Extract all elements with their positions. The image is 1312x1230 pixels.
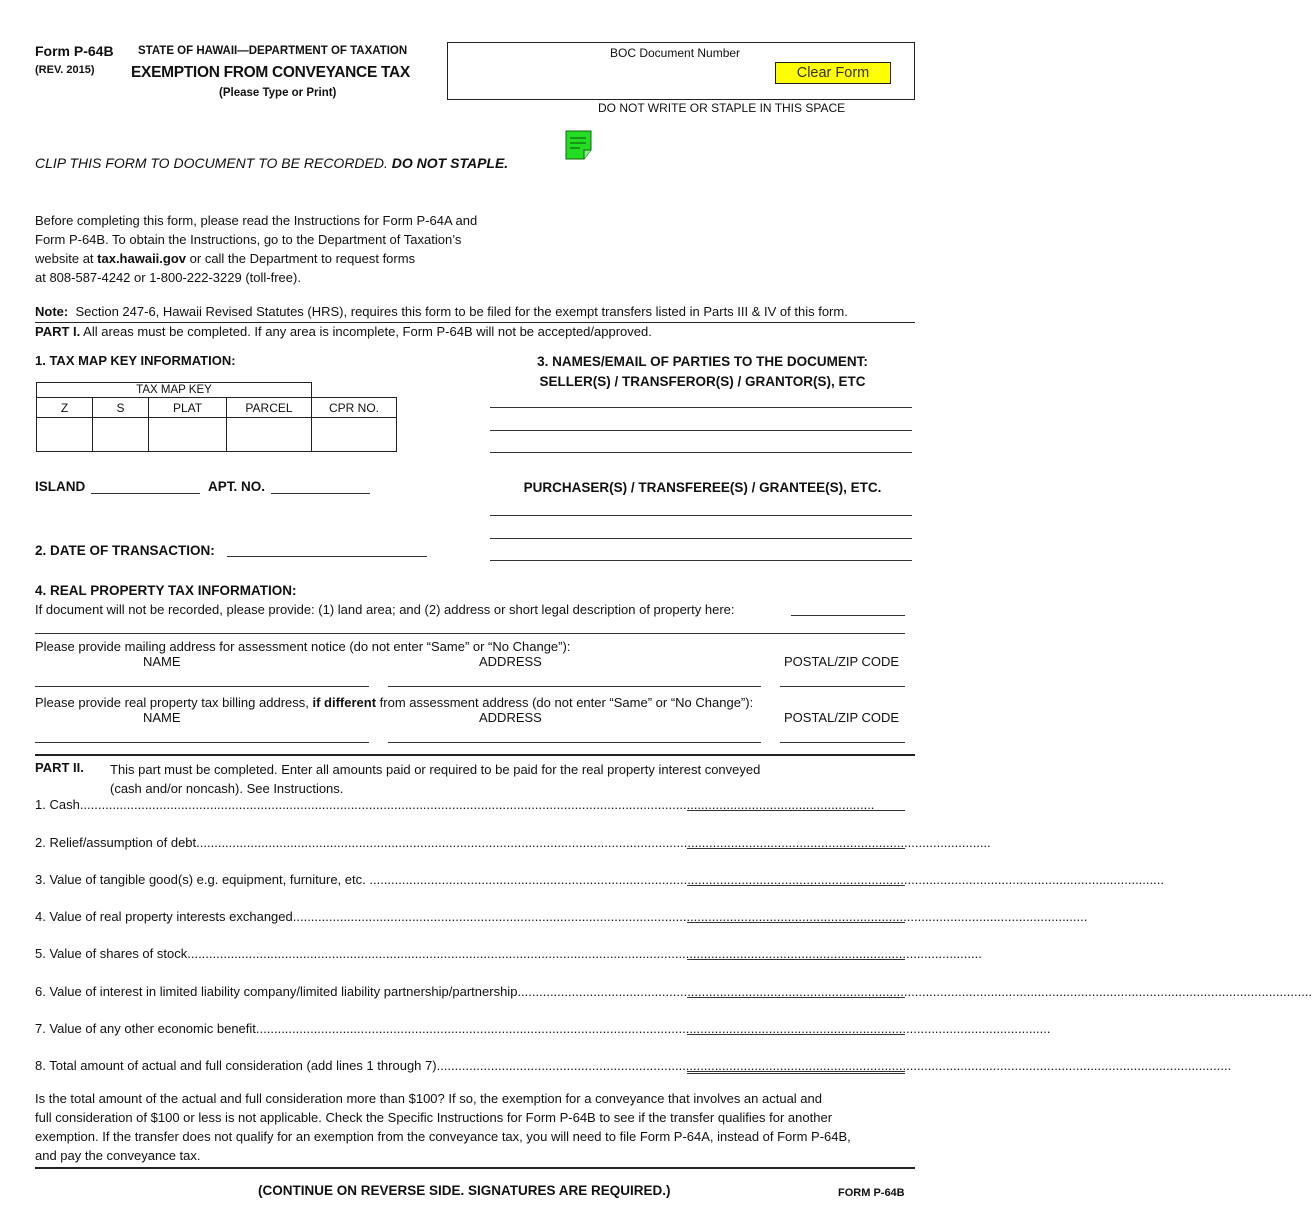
- mailing-zip-header: POSTAL/ZIP CODE: [784, 654, 900, 669]
- tmk-s-input[interactable]: [93, 418, 149, 452]
- part2-text-1: This part must be completed. Enter all amounts paid or required to be paid for the real property interest conveyed: [110, 762, 761, 777]
- note-icon[interactable]: [565, 130, 593, 160]
- clip-notice-bold: DO NOT STAPLE.: [391, 155, 509, 171]
- mailing-address-header: ADDRESS: [479, 654, 542, 669]
- mailing-name-input[interactable]: [35, 686, 369, 687]
- intro-line-4: at 808-587-4242 or 1-800-222-3229 (toll-free).: [35, 270, 301, 285]
- intro-line-3: [35, 249, 477, 268]
- billing-name-header: NAME: [143, 710, 181, 725]
- form-subtitle: (Please Type or Print): [219, 87, 337, 99]
- tmk-col-s: S: [93, 398, 149, 418]
- consideration-amount-input-1[interactable]: [687, 810, 905, 811]
- intro-line-2: Form P-64B. To obtain the Instructions, go to the Department of Taxation’s: [35, 232, 462, 247]
- leader-dots: ............................................................................................................................................................................................................................: [255, 1021, 1051, 1036]
- consideration-label: 1. Cash: [35, 797, 80, 812]
- island-input[interactable]: [91, 493, 200, 494]
- part1-label: PART I.: [35, 324, 81, 339]
- parties-heading-2: SELLER(S) / TRANSFEROR(S) / GRANTOR(S), ETC: [539, 374, 866, 389]
- consideration-amount-input-4[interactable]: [687, 922, 905, 923]
- boc-box: [447, 42, 915, 100]
- footer-form-id: FORM P-64B: [838, 1187, 905, 1199]
- mailing-instruction: Please provide mailing address for assessment notice (do not enter “Same” or “No Change”):: [35, 639, 571, 654]
- form-id: Form P-64B: [35, 43, 114, 59]
- tmk-z-input[interactable]: [37, 418, 93, 452]
- purchaser-line-2[interactable]: [490, 538, 912, 539]
- consideration-label: 4. Value of real property interests exchanged: [35, 909, 293, 924]
- rpt-heading: 4. REAL PROPERTY TAX INFORMATION:: [35, 583, 297, 598]
- consideration-label: 3. Value of tangible good(s) e.g. equipment, furniture, etc.: [35, 872, 370, 887]
- clip-notice-text: CLIP THIS FORM TO DOCUMENT TO BE RECORDED.: [35, 155, 392, 171]
- tmk-heading: 1. TAX MAP KEY INFORMATION:: [35, 353, 236, 368]
- consideration-amount-input-3[interactable]: [687, 885, 905, 886]
- consideration-label: 2. Relief/assumption of debt: [35, 835, 197, 850]
- tmk-col-z: Z: [37, 398, 93, 418]
- tmk-parcel-input[interactable]: [227, 418, 312, 452]
- tmk-plat-input[interactable]: [149, 418, 227, 452]
- consideration-amount-input-7[interactable]: [687, 1034, 905, 1035]
- leader-dots: ............................................................................................................................................................................................................................: [369, 872, 1164, 887]
- seller-line-3[interactable]: [490, 452, 912, 453]
- clip-notice: [35, 155, 508, 171]
- closing-line-4: and pay the conveyance tax.: [35, 1148, 201, 1163]
- tmk-table: [36, 397, 397, 452]
- consideration-line-8: [35, 1058, 1232, 1073]
- tmk-col-parcel: PARCEL: [227, 398, 312, 418]
- mailing-name-header: NAME: [143, 654, 181, 669]
- boc-label: BOC Document Number: [610, 46, 741, 60]
- continue-notice: (CONTINUE ON REVERSE SIDE. SIGNATURES ARE REQUIRED.): [258, 1183, 671, 1198]
- leader-dots: ............................................................................................................................................................................................................................: [292, 909, 1088, 924]
- part1-text: All areas must be completed. If any area is incomplete, Form P-64B will not be accepted/approved.: [83, 324, 652, 339]
- consideration-line-5: [35, 946, 982, 961]
- consideration-amount-input-5[interactable]: [687, 959, 905, 960]
- agency-name: STATE OF HAWAII—DEPARTMENT OF TAXATION: [138, 45, 408, 57]
- consideration-label: 8. Total amount of actual and full consideration (add lines 1 through 7): [35, 1058, 437, 1073]
- billing-text-c: from assessment address (do not enter “Same” or “No Change”):: [376, 695, 754, 710]
- billing-instruction: [35, 695, 753, 710]
- purchaser-heading: PURCHASER(S) / TRANSFEREE(S) / GRANTEE(S), ETC.: [523, 480, 882, 495]
- seller-line-1[interactable]: [490, 407, 912, 408]
- billing-name-input[interactable]: [35, 742, 369, 743]
- closing-line-1: Is the total amount of the actual and full consideration more than $100? If so, the exemption for a conveyance that involves an actual and: [35, 1091, 822, 1106]
- part2-text-2: (cash and/or noncash). See Instructions.: [110, 781, 344, 796]
- leader-dots: ............................................................................................................................................................................................................................: [436, 1058, 1232, 1073]
- apt-label: APT. NO.: [208, 479, 266, 494]
- leader-dots: ............................................................................................................................................................................................................................: [517, 984, 1312, 999]
- tmk-col-cpr: CPR NO.: [312, 398, 397, 418]
- rpt-recorded-text: If document will not be recorded, please provide: (1) land area; and (2) address or short legal description of property here:: [35, 602, 735, 617]
- tmk-col-plat: PLAT: [149, 398, 227, 418]
- divider: [35, 322, 915, 323]
- consideration-line-7: [35, 1021, 1051, 1036]
- consideration-amount-input-8[interactable]: [687, 1071, 905, 1074]
- date-label: 2. DATE OF TRANSACTION:: [35, 543, 215, 558]
- note-text: Section 247-6, Hawaii Revised Statutes (HRS), requires this form to be filed for the exempt transfers listed in Parts III & IV of this form.: [75, 304, 848, 319]
- property-description-input[interactable]: [791, 615, 905, 616]
- clear-form-button[interactable]: Clear Form: [775, 62, 891, 84]
- tmk-cpr-input[interactable]: [312, 418, 397, 452]
- billing-zip-header: POSTAL/ZIP CODE: [784, 710, 900, 725]
- leader-dots: ............................................................................................................................................................................................................................: [196, 835, 991, 850]
- divider: [35, 754, 915, 756]
- consideration-amount-input-6[interactable]: [687, 997, 905, 998]
- billing-address-header: ADDRESS: [479, 710, 542, 725]
- billing-text-b: if different: [312, 695, 377, 710]
- consideration-label: 7. Value of any other economic benefit: [35, 1021, 256, 1036]
- part2-label: PART II.: [35, 760, 84, 775]
- no-write-notice: DO NOT WRITE OR STAPLE IN THIS SPACE: [598, 101, 846, 115]
- mailing-zip-input[interactable]: [780, 686, 905, 687]
- parties-heading: [490, 352, 915, 392]
- leader-dots: ............................................................................................................................................................................................................................: [187, 946, 982, 961]
- leader-dots: ............................................................................................................................................................................................................................: [79, 797, 875, 812]
- mailing-address-input[interactable]: [388, 686, 761, 687]
- tax-website-link[interactable]: tax.hawaii.gov: [97, 251, 187, 266]
- consideration-line-4: [35, 909, 1088, 924]
- purchaser-line-1[interactable]: [490, 515, 912, 516]
- consideration-label: 6. Value of interest in limited liability company/limited liability partnership/partnership: [35, 984, 518, 999]
- tmk-caption: TAX MAP KEY: [36, 382, 312, 398]
- purchaser-line-3[interactable]: [490, 560, 912, 561]
- consideration-label: 5. Value of shares of stock: [35, 946, 188, 961]
- closing-paragraph: [35, 1089, 851, 1165]
- billing-address-input[interactable]: [388, 742, 761, 743]
- billing-text-a: Please provide real property tax billing address,: [35, 695, 313, 710]
- closing-line-2: full consideration of $100 or less is not applicable. Check the Specific Instructions for Form P-64B to see if the transfer qualifies for another: [35, 1110, 833, 1125]
- intro-website-prefix: website at: [35, 251, 98, 266]
- seller-line-2[interactable]: [490, 430, 912, 431]
- consideration-line-3: [35, 872, 1164, 887]
- form-revision: (REV. 2015): [35, 64, 95, 76]
- property-description-line-2[interactable]: [35, 633, 905, 634]
- divider: [35, 1167, 915, 1169]
- note: [35, 304, 848, 319]
- consideration-line-6: [35, 984, 1312, 999]
- intro-paragraph: [35, 211, 477, 287]
- island-label: ISLAND: [35, 479, 86, 494]
- consideration-line-2: [35, 835, 991, 850]
- billing-zip-input[interactable]: [780, 742, 905, 743]
- date-input[interactable]: [227, 556, 427, 557]
- closing-line-3: exemption. If the transfer does not qualify for an exemption from the conveyance tax, you will need to file Form P-64A, instead of Form P-64B,: [35, 1129, 851, 1144]
- part1-header: [35, 324, 652, 339]
- intro-line-1: Before completing this form, please read the Instructions for Form P-64A and: [35, 213, 478, 228]
- consideration-amount-input-2[interactable]: [687, 848, 905, 849]
- consideration-line-1: [35, 797, 875, 812]
- parties-heading-1: 3. NAMES/EMAIL OF PARTIES TO THE DOCUMENT:: [537, 354, 868, 369]
- intro-website-suffix: or call the Department to request forms: [186, 251, 416, 266]
- form-title: EXEMPTION FROM CONVEYANCE TAX: [131, 64, 410, 81]
- apt-input[interactable]: [271, 493, 370, 494]
- note-label: Note:: [35, 304, 69, 319]
- part2-instruction: [110, 760, 760, 798]
